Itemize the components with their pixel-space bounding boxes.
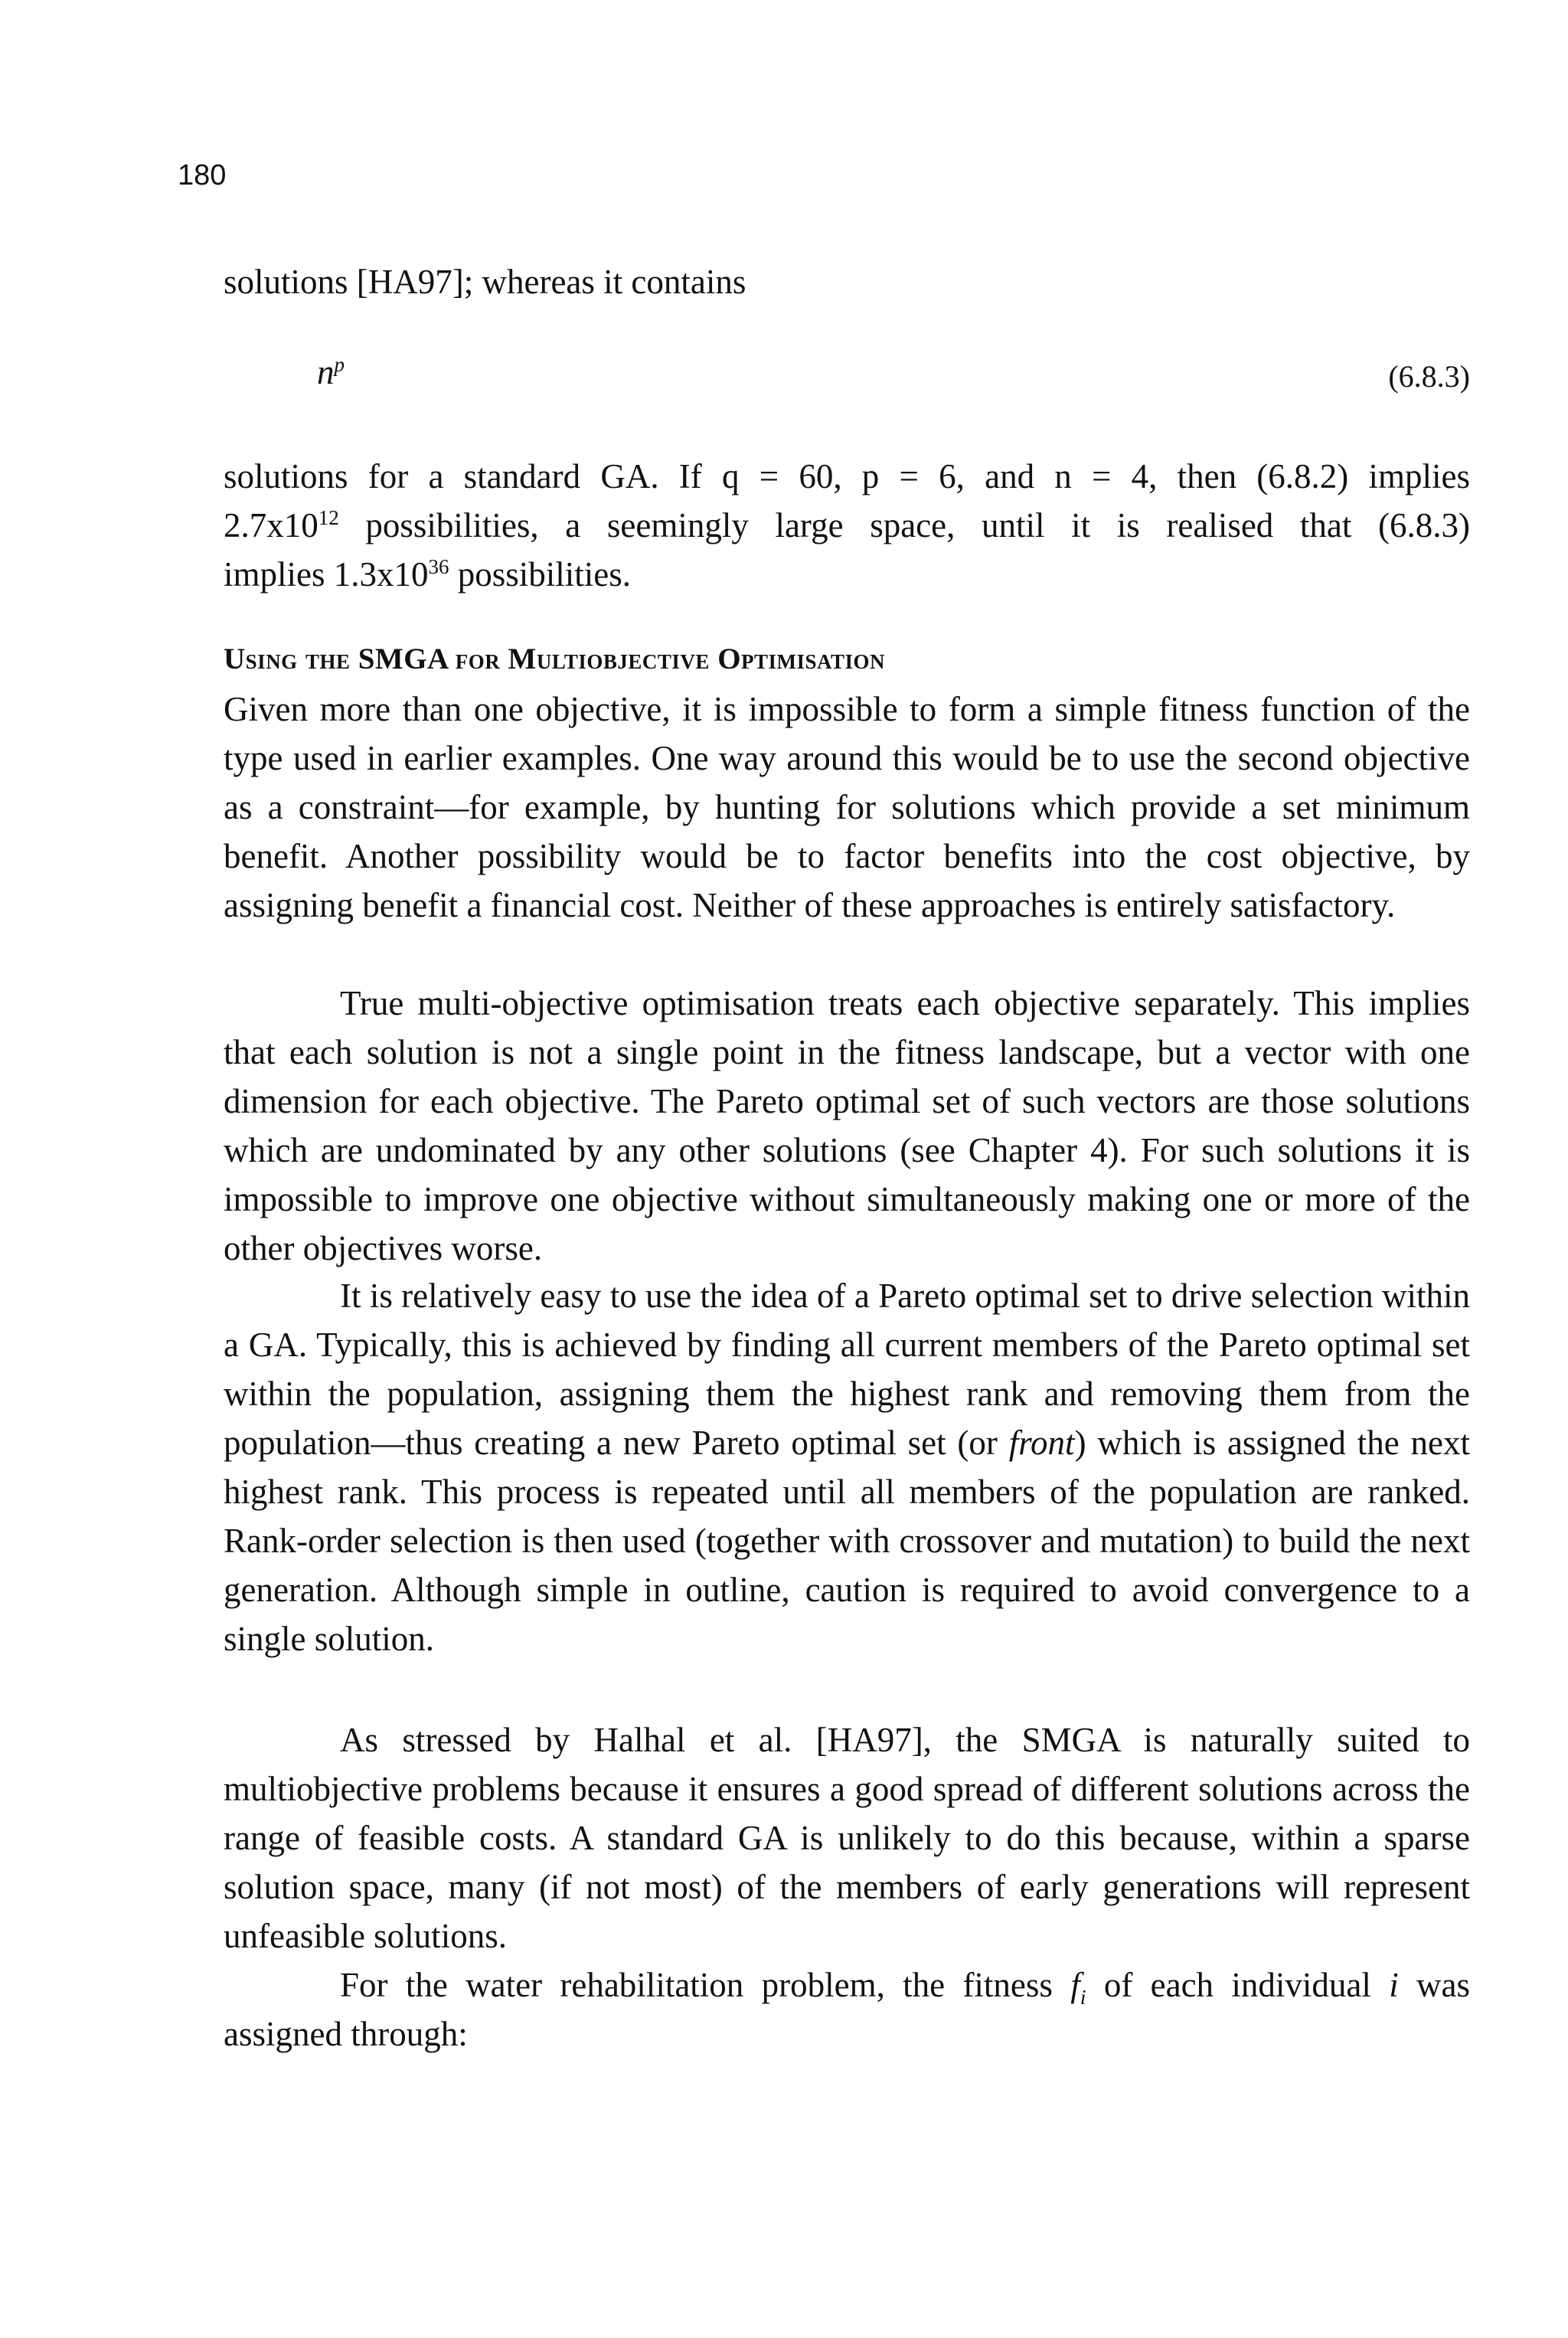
paragraph-6 xyxy=(224,1960,1470,2058)
para1-line-2 xyxy=(224,501,1470,550)
equation-base: n xyxy=(317,353,335,391)
para4-after: ) which is assigned the next highest rank. This process is repeated until all members of the population are ranked. Rank-order selection is then used (together with crossover and mutation) to build the next generation. Although simple in outline, caution is required to avoid convergence to a single solution. xyxy=(224,1424,1470,1658)
equation-exponent: p xyxy=(334,353,345,376)
para1-line-3 xyxy=(224,550,1470,599)
para1-exponent-36: 36 xyxy=(428,555,449,578)
para4-before: It is relatively easy to use the idea of a Pareto optimal set to drive selection within a GA. Typically, this is achieved by finding all current members of the Pareto optimal set within the population, assigning them the highest rank and removing them from the population—thus creating a new Pareto optimal set (or xyxy=(224,1277,1470,1462)
paragraph-5: As stressed by Halhal et al. [HA97], the SMGA is naturally suited to multiobjective problems because it ensures a good spread of different solutions across the range of feasible costs. A standard GA is unlikely to do this because, within a sparse solution space, many (if not most) of the members of early generations will represent unfeasible solutions. xyxy=(224,1721,1470,1955)
para1-line-3-start: implies 1.3x10 xyxy=(224,555,429,593)
para6-index-symbol: i xyxy=(1389,1966,1399,2004)
equation-expression xyxy=(317,352,345,392)
para1-line-3-rest: possibilities. xyxy=(449,555,632,593)
para6-fitness-symbol: f xyxy=(1070,1966,1080,2004)
para6-after: was assigned through: xyxy=(224,1966,1471,2053)
paragraph-4 xyxy=(224,1271,1470,1663)
equation-label: (6.8.3) xyxy=(1388,359,1470,394)
para6-fitness-subscript: i xyxy=(1080,1986,1086,2009)
para1-line-2-rest: possibilities, a seemingly large space, until it is realised that (6.8.3) xyxy=(338,506,1470,544)
para4-front: front xyxy=(1008,1424,1075,1462)
intro-line xyxy=(224,257,1470,306)
paragraph-3: True multi-objective optimisation treats each objective separately. This implies that each solution is not a single point in the fitness landscape, but a vector with one dimension for each objective. The Pareto optimal set of such vectors are those solutions which are undominated by any other solutions (see Chapter 4). For such solutions it is impossible to improve one objective without simultaneously making one or more of the other objectives worse. xyxy=(224,984,1470,1267)
section-heading: Using the SMGA for Multiobjective Optimisation xyxy=(224,643,886,675)
para1-exponent-12: 12 xyxy=(318,506,339,529)
intro-text: solutions [HA97]; whereas it contains xyxy=(224,263,746,301)
para1-mantissa: 2.7x10 xyxy=(224,506,318,544)
para1-line-1: solutions for a standard GA. If q = 60, p = 6, and n = 4, then (6.8.2) implies xyxy=(224,457,1470,495)
equation-6-8-3 xyxy=(224,352,1470,406)
para6-mid: of each individual xyxy=(1086,1966,1390,2004)
paragraph-2: Given more than one objective, it is impossible to form a simple fitness function of the type used in earlier examples. One way around this would be to use the second objective as a constraint—for example, by hunting for solutions which provide a set minimum benefit. Another possibility would be to factor benefits into the cost objective, by assigning benefit a financial cost. Neither of these approaches is entirely satisfactory. xyxy=(224,690,1470,924)
paragraph-1 xyxy=(224,452,1470,599)
page-number: 180 xyxy=(178,159,227,191)
para6-before: For the water rehabilitation problem, the fitness xyxy=(340,1966,1071,2004)
